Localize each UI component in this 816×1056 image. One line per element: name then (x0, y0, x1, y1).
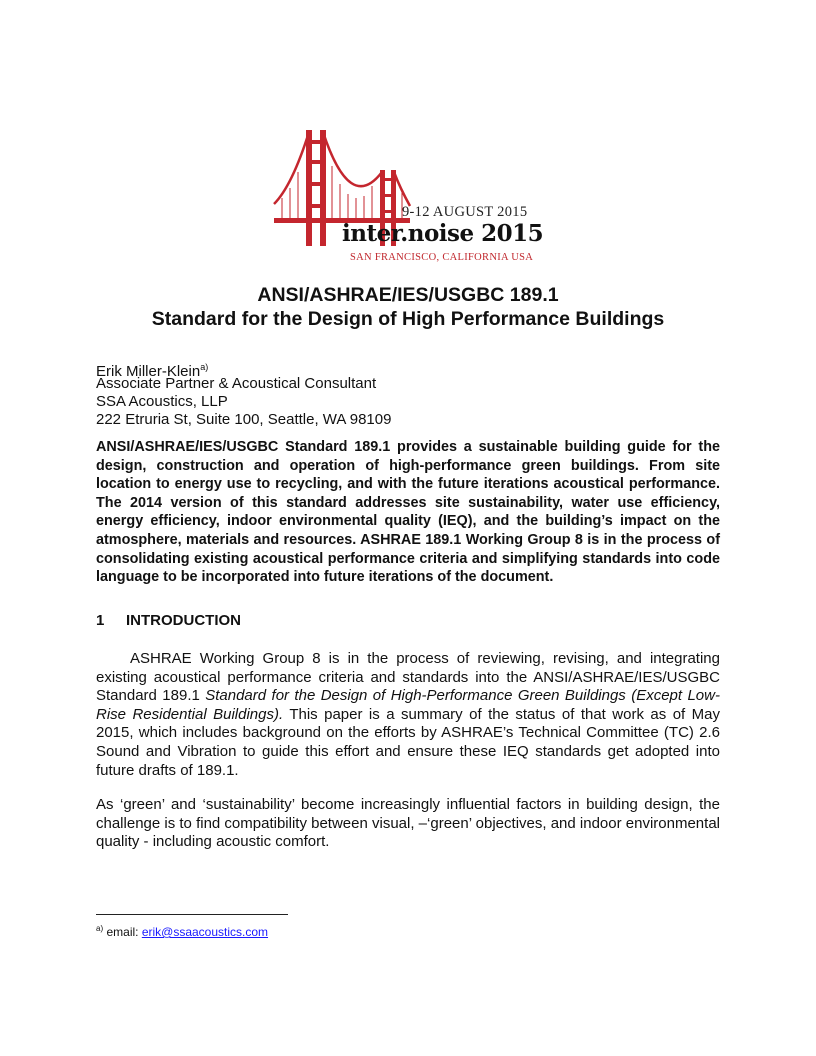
author-footnote-marker: a) (200, 362, 209, 372)
author-position: Associate Partner & Acoustical Consultant (96, 375, 377, 392)
paper-title-line-1: ANSI/ASHRAE/IES/USGBC 189.1 (257, 284, 559, 306)
intro-paragraph-1 (96, 650, 720, 780)
conference-location: SAN FRANCISCO, CALIFORNIA USA (350, 252, 534, 263)
conference-date: 9-12 AUGUST 2015 (402, 204, 528, 220)
intro-paragraph-1-part-2: This paper is a summary of the status of that work as of May 2015, which includes background on the efforts by ASHRAE’s Technical Committee (TC) 2.6 Sound and Vibration to guide this effort and ensure these IEQ standards get adopted into future drafts of 189.1. (96, 705, 720, 779)
conference-name (342, 220, 543, 247)
standard-full-title: Standard for the Design of High-Performance Green Buildings (Except Low-Rise Residential Buildings). (96, 687, 720, 723)
footnote-label: email: (106, 925, 142, 939)
section-heading (96, 612, 241, 629)
section-number: 1 (96, 612, 105, 629)
author-company: SSA Acoustics, LLP (96, 393, 228, 410)
conference-name-text: inter.noise (342, 220, 474, 247)
conference-year: 2015 (481, 220, 544, 247)
footnote-marker: a) (96, 924, 104, 933)
abstract: ANSI/ASHRAE/IES/USGBC Standard 189.1 provides a sustainable building guide for the design, construction and operation of high-performance green buildings. From site location to energy use to recycling, and with the future iterations acoustical performance. The 2014 version of this standard addresses site sustainability, water use efficiency, energy efficiency, indoor environmental quality (IEQ), and the building’s impact on the atmosphere, materials and resources. ASHRAE 189.1 Working Group 8 is in the process of consolidating existing acoustical performance criteria and simplifying standards into code language to be incorporated into future iterations of the document. (96, 439, 720, 586)
author-email-link[interactable]: erik@ssaacoustics.com (141, 925, 269, 939)
author-name-text: Erik Miller-Klein (96, 363, 201, 380)
footnote-divider (96, 914, 288, 915)
conference-logo (272, 126, 552, 266)
author-address: 222 Etruria St, Suite 100, Seattle, WA 98109 (96, 411, 392, 428)
intro-paragraph-1-part-1: ASHRAE Working Group 8 is in the process of reviewing, revising, and integrating existing acoustical performance criteria and standards into the ANSI/ASHRAE/IES/USGBC Standard 189.1 (96, 650, 720, 705)
intro-paragraph-2: As ‘green’ and ‘sustainability’ become increasingly influential factors in building design, the challenge is to find compatibility between visual, –‘green’ objectives, and indoor environmental quality - including acoustic comfort. (96, 796, 720, 851)
section-title: INTRODUCTION (126, 612, 241, 629)
footnote (96, 924, 268, 939)
paper-title-line-2: Standard for the Design of High Performance Buildings (151, 308, 665, 330)
